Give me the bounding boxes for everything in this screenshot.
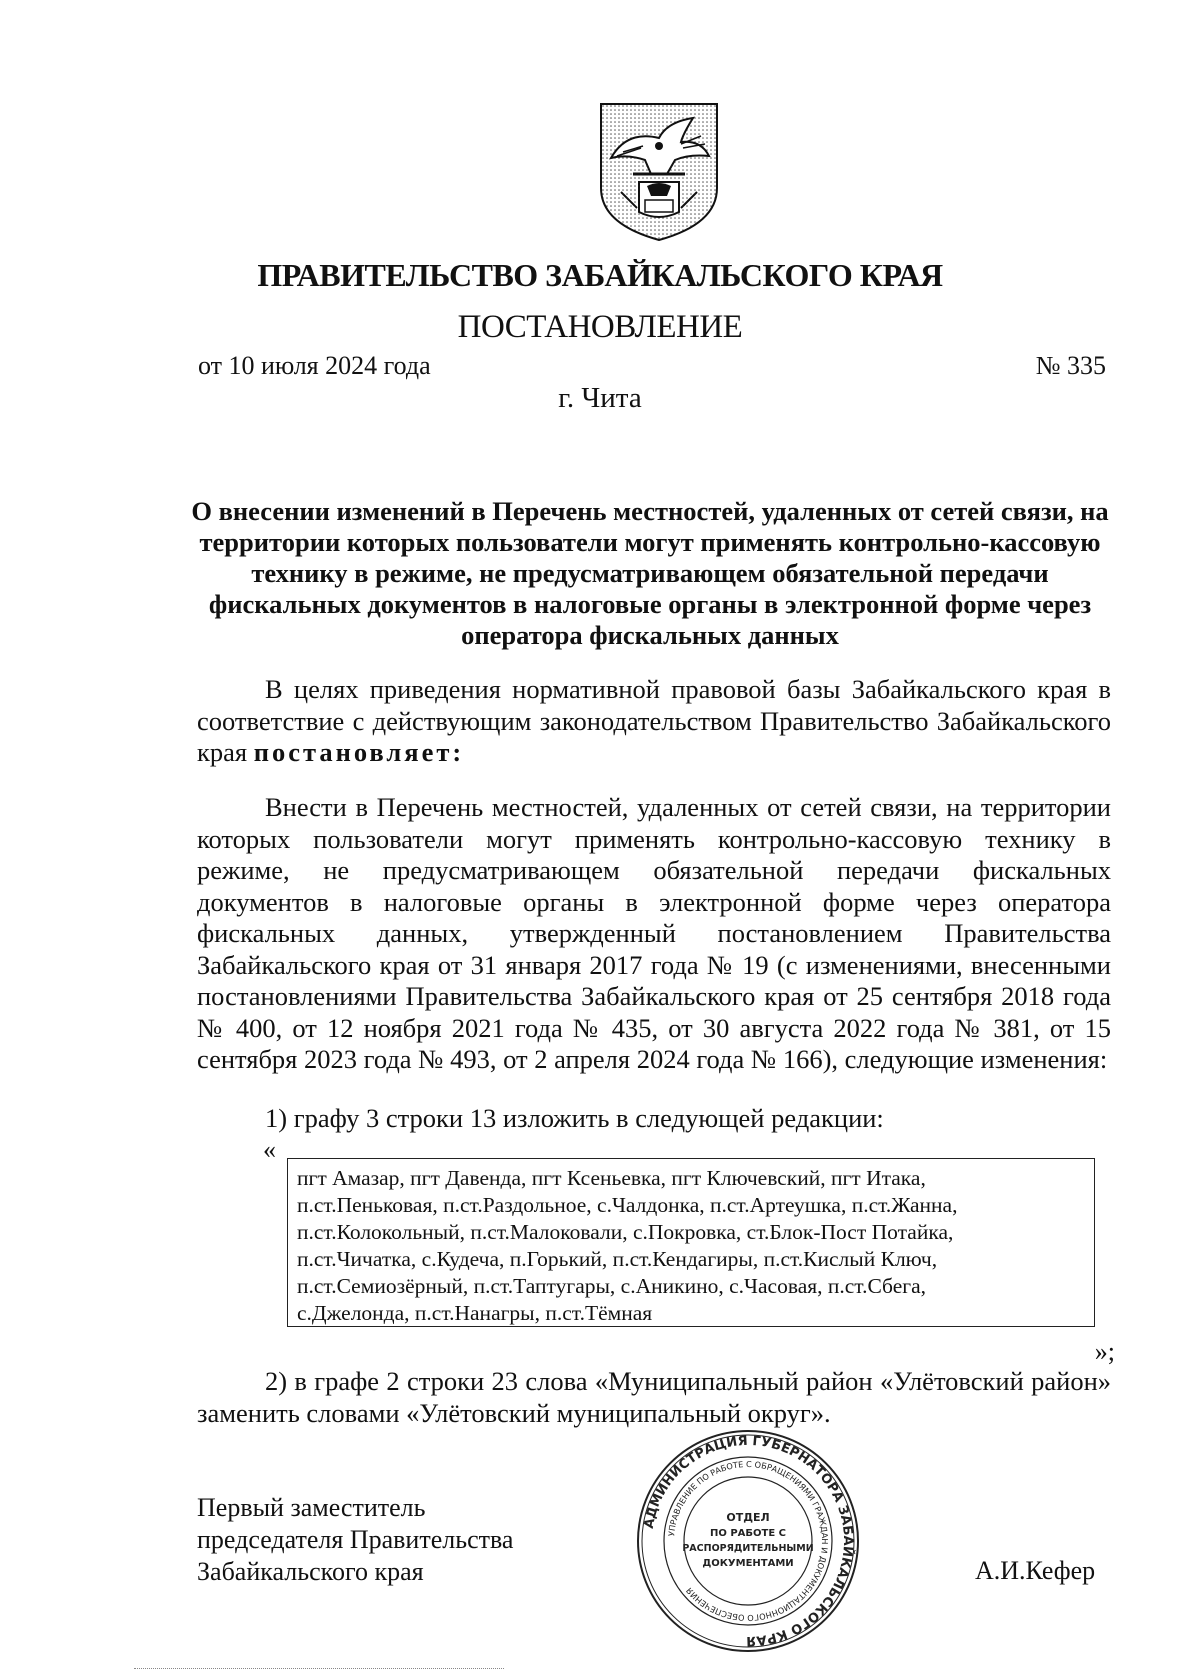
stamp-center-line: ПО РАБОТЕ С: [709, 1528, 787, 1539]
signatory-position: [197, 1492, 513, 1588]
locality-list: [297, 1165, 1087, 1327]
item-1: 1) графу 3 строки 13 изложить в следующей редакции:: [265, 1103, 884, 1133]
coat-of-arms-icon: [597, 100, 721, 242]
document-subject: О внесении изменений в Перечень местностей, удаленных от сетей связи, на территории которых пользователи могут применять контрольно-кассовую технику в режиме, не предусматривающем обязательной передачи фискальных документов в налоговые органы в электронной форме через оператора фискальных данных: [191, 496, 1109, 650]
preamble-text: В целях приведения нормативной правовой базы Забайкальского края в соответствие с действующим законодательством Правительство Забайкальского края: [197, 674, 1111, 767]
locality-line: п.ст.Колокольный, п.ст.Малоковали, с.Покровка, ст.Блок-Пост Потайка,: [297, 1220, 954, 1244]
government-title: ПРАВИТЕЛЬСТВО ЗАБАЙКАЛЬСКОГО КРАЯ: [257, 257, 943, 293]
item-2-paragraph: [197, 1366, 1111, 1429]
position-line: Первый заместитель: [197, 1493, 426, 1522]
preamble-paragraph: [197, 674, 1111, 769]
document-number: № 335: [1035, 351, 1106, 380]
open-quote: «: [263, 1135, 276, 1164]
stamp-inner-ring-text: УПРАВЛЕНИЕ ПО РАБОТЕ С ОБРАЩЕНИЯМИ ГРАЖДАН И ДОКУМЕНТАЦИОННОГО ОБЕСПЕЧЕНИЯ: [666, 1458, 831, 1624]
stamp-center-line: ДОКУМЕНТАМИ: [702, 1558, 794, 1569]
stamp-center-line: ОТДЕЛ: [726, 1511, 770, 1524]
locality-line: п.ст.Пеньковая, п.ст.Раздольное, с.Чалдонка, п.ст.Артеушка, п.ст.Жанна,: [297, 1193, 958, 1217]
main-paragraph: [197, 792, 1111, 1076]
stamp-ring-text: АДМИНИСТРАЦИЯ ГУБЕРНАТОРА ЗАБАЙКАЛЬСКОГО КРАЯ: [641, 1433, 856, 1649]
locality-line: пгт Амазар, пгт Давенда, пгт Ксеньевка, пгт Ключевский, пгт Итака,: [297, 1166, 926, 1190]
resolves-keyword: постановляет:: [253, 737, 465, 767]
locality-line: с.Джелонда, п.ст.Нанагры, п.ст.Тёмная: [297, 1301, 653, 1325]
document-date: от 10 июля 2024 года: [198, 351, 431, 380]
document-city: г. Чита: [558, 382, 642, 414]
signatory-name: А.И.Кефер: [975, 1556, 1096, 1585]
footer-divider: [134, 1668, 504, 1669]
item-2: 2) в графе 2 строки 23 слова «Муниципальный район «Улётовский район» заменить словами «Улётовский муниципальный округ».: [197, 1366, 1111, 1428]
document-type: ПОСТАНОВЛЕНИЕ: [457, 309, 743, 345]
main-text: Внести в Перечень местностей, удаленных от сетей связи, на территории которых пользователи могут применять контрольно-кассовую технику в режиме, не предусматривающем обязательной передачи фискальных документов в налоговые органы в электронной форме через оператора фискальных данных, утвержденный постановлением Правительства Забайкальского края от 31 января 2017 года № 19 (с изменениями, внесенными постановлениями Правительства Забайкальского края от 25 сентября 2018 года № 400, от 12 ноября 2021 года № 435, от 30 августа 2022 года № 381, от 15 сентября 2023 года № 493, от 2 апреля 2024 года № 166), следующие изменения:: [197, 792, 1111, 1074]
official-stamp-icon: [630, 1428, 866, 1654]
position-line: Забайкальского края: [197, 1557, 424, 1586]
locality-line: п.ст.Чичатка, с.Кудеча, п.Горький, п.ст.Кендагиры, п.ст.Кислый Ключ,: [297, 1247, 938, 1271]
stamp-center-line: РАСПОРЯДИТЕЛЬНЫМИ: [682, 1543, 814, 1554]
position-line: председателя Правительства: [197, 1525, 514, 1554]
locality-line: п.ст.Семиозёрный, п.ст.Таптугары, с.Аникино, с.Часовая, п.ст.Сбега,: [297, 1274, 926, 1298]
close-quote: »;: [1094, 1337, 1115, 1366]
